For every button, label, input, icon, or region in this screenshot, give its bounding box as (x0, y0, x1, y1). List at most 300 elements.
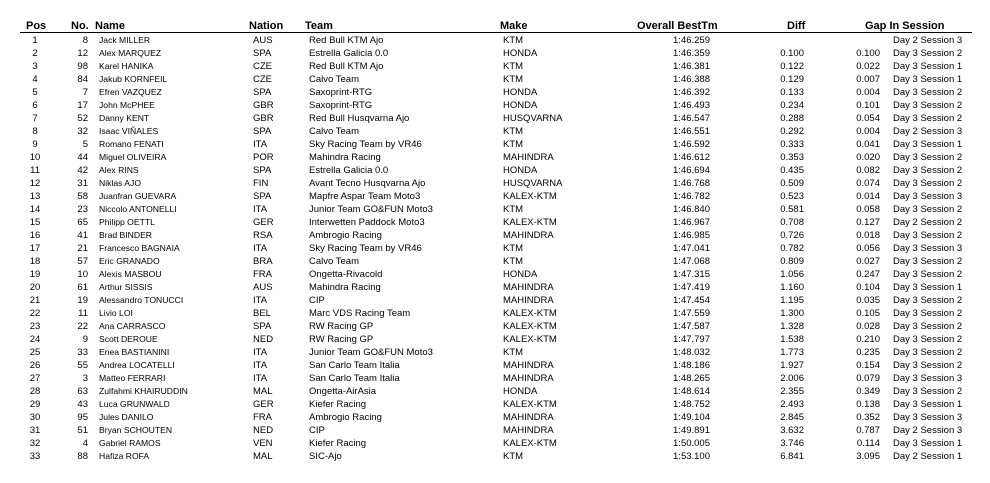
results-table-body (0, 34, 990, 463)
pos-cell: 9 (32, 139, 38, 150)
header-diff: Diff (787, 20, 806, 32)
best-time-cell: 1:46.547 (673, 113, 710, 124)
number-cell: 63 (77, 386, 88, 397)
rider-name-cell: Ana CARRASCO (99, 321, 166, 331)
table-row (0, 307, 990, 320)
number-cell: 17 (77, 100, 88, 111)
gap-cell: 0.004 (856, 126, 880, 137)
pos-cell: 4 (32, 74, 38, 85)
best-time-cell: 1:47.068 (673, 256, 710, 267)
table-row (0, 177, 990, 190)
best-time-cell: 1:47.315 (673, 269, 710, 280)
make-cell: KTM (503, 35, 524, 46)
best-time-cell: 1:46.967 (673, 217, 710, 228)
gap-cell: 0.027 (856, 256, 880, 267)
number-cell: 43 (77, 399, 88, 410)
session-cell: Day 3 Session 2 (893, 152, 963, 163)
pos-cell: 13 (29, 191, 41, 202)
session-cell: Day 3 Session 2 (893, 48, 963, 59)
team-cell: Mapfre Aspar Team Moto3 (309, 191, 421, 202)
nation-cell: POR (253, 152, 274, 163)
nation-cell: ITA (253, 347, 268, 358)
make-cell: HONDA (503, 386, 538, 397)
session-cell: Day 2 Session 3 (893, 126, 963, 137)
table-row (0, 385, 990, 398)
gap-cell: 0.014 (856, 191, 880, 202)
team-cell: Junior Team GO&FUN Moto3 (309, 204, 433, 215)
session-cell: Day 3 Session 2 (893, 360, 963, 371)
nation-cell: ITA (253, 204, 268, 215)
diff-cell: 1.773 (780, 347, 804, 358)
make-cell: KTM (503, 126, 524, 137)
nation-cell: AUS (253, 282, 273, 293)
make-cell: HUSQVARNA (503, 178, 563, 189)
gap-cell: 0.082 (856, 165, 880, 176)
best-time-cell: 1:48.752 (673, 399, 710, 410)
number-cell: 51 (77, 425, 88, 436)
session-cell: Day 3 Session 2 (893, 230, 963, 241)
gap-cell: 0.114 (856, 438, 880, 449)
session-cell: Day 3 Session 2 (893, 269, 963, 280)
team-cell: Red Bull KTM Ajo (309, 35, 384, 46)
table-row (0, 99, 990, 112)
pos-cell: 23 (29, 321, 41, 332)
make-cell: KALEX-KTM (503, 217, 557, 228)
rider-name-cell: Jakub KORNFEIL (99, 74, 168, 84)
rider-name-cell: Brad BINDER (99, 230, 153, 240)
make-cell: KTM (503, 61, 524, 72)
header-no: No. (71, 20, 89, 32)
pos-cell: 15 (29, 217, 41, 228)
pos-cell: 12 (29, 178, 41, 189)
session-cell: Day 3 Session 2 (893, 100, 963, 111)
table-row (0, 398, 990, 411)
number-cell: 22 (77, 321, 88, 332)
rider-name-cell: Alex RINS (99, 165, 139, 175)
rider-name-cell: Francesco BAGNAIA (99, 243, 180, 253)
diff-cell: 2.845 (780, 412, 804, 423)
team-cell: Ongetta-Rivacold (309, 269, 383, 280)
number-cell: 57 (77, 256, 88, 267)
table-row (0, 255, 990, 268)
diff-cell: 0.523 (780, 191, 804, 202)
team-cell: Estrella Galicia 0.0 (309, 165, 389, 176)
gap-cell: 0.054 (856, 113, 880, 124)
team-cell: Kiefer Racing (309, 438, 367, 449)
table-row (0, 372, 990, 385)
header-rule (20, 32, 972, 33)
pos-cell: 33 (29, 451, 41, 462)
diff-cell: 2.006 (780, 373, 804, 384)
session-cell: Day 3 Session 2 (893, 256, 963, 267)
team-cell: CIP (309, 295, 325, 306)
number-cell: 65 (77, 217, 88, 228)
gap-cell: 0.074 (856, 178, 880, 189)
rider-name-cell: Isaac VIÑALES (99, 126, 159, 136)
best-time-cell: 1:46.381 (673, 61, 710, 72)
best-time-cell: 1:46.388 (673, 74, 710, 85)
team-cell: Saxoprint-RTG (309, 87, 373, 98)
team-cell: Ambrogio Racing (309, 412, 382, 423)
best-time-cell: 1:48.032 (673, 347, 710, 358)
diff-cell: 0.809 (780, 256, 804, 267)
pos-cell: 11 (30, 165, 40, 176)
rider-name-cell: Arthur SISSIS (99, 282, 153, 292)
gap-cell: 0.004 (856, 87, 880, 98)
table-row (0, 229, 990, 242)
table-row (0, 203, 990, 216)
table-row (0, 294, 990, 307)
pos-cell: 28 (29, 386, 41, 397)
make-cell: KALEX-KTM (503, 399, 557, 410)
session-cell: Day 3 Session 3 (893, 373, 963, 384)
gap-cell: 0.105 (856, 308, 880, 319)
session-cell: Day 3 Session 1 (893, 61, 963, 72)
number-cell: 11 (78, 308, 88, 319)
rider-name-cell: Niklas AJO (99, 178, 142, 188)
team-cell: San Carlo Team Italia (309, 373, 400, 384)
session-cell: Day 3 Session 2 (893, 386, 963, 397)
nation-cell: ITA (253, 243, 268, 254)
gap-cell: 0.018 (856, 230, 880, 241)
header-nation: Nation (249, 20, 284, 32)
gap-cell: 0.235 (856, 347, 880, 358)
rider-name-cell: Alexis MASBOU (99, 269, 162, 279)
diff-cell: 0.100 (780, 48, 804, 59)
pos-cell: 25 (29, 347, 41, 358)
best-time-cell: 1:47.559 (673, 308, 710, 319)
team-cell: CIP (309, 425, 325, 436)
best-time-cell: 1:50.005 (673, 438, 710, 449)
session-cell: Day 3 Session 3 (893, 412, 963, 423)
gap-cell: 0.007 (856, 74, 880, 85)
team-cell: Marc VDS Racing Team (309, 308, 411, 319)
make-cell: HONDA (503, 100, 538, 111)
diff-cell: 1.328 (780, 321, 804, 332)
best-time-cell: 1:48.186 (673, 360, 710, 371)
table-row (0, 320, 990, 333)
table-row (0, 216, 990, 229)
team-cell: Saxoprint-RTG (309, 100, 373, 111)
team-cell: Kiefer Racing (309, 399, 367, 410)
diff-cell: 0.122 (780, 61, 804, 72)
best-time-cell: 1:46.592 (673, 139, 710, 150)
make-cell: KTM (503, 347, 524, 358)
rider-name-cell: Zulfahmi KHAIRUDDIN (99, 386, 188, 396)
rider-name-cell: Hafiza ROFA (99, 451, 150, 461)
nation-cell: MAL (253, 386, 273, 397)
rider-name-cell: Jules DANILO (99, 412, 154, 422)
team-cell: Junior Team GO&FUN Moto3 (309, 347, 433, 358)
diff-cell: 0.435 (780, 165, 804, 176)
diff-cell: 0.133 (780, 87, 804, 98)
pos-cell: 21 (29, 295, 41, 306)
rider-name-cell: Bryan SCHOUTEN (99, 425, 173, 435)
number-cell: 7 (82, 87, 88, 98)
number-cell: 33 (77, 347, 88, 358)
number-cell: 5 (82, 139, 88, 150)
number-cell: 84 (77, 74, 88, 85)
pos-cell: 17 (29, 243, 41, 254)
diff-cell: 0.333 (780, 139, 804, 150)
number-cell: 3 (82, 373, 88, 384)
best-time-cell: 1:46.259 (673, 35, 710, 46)
best-time-cell: 1:46.985 (673, 230, 710, 241)
nation-cell: SPA (253, 126, 272, 137)
rider-name-cell: Miguel OLIVEIRA (99, 152, 167, 162)
nation-cell: ITA (253, 139, 268, 150)
pos-cell: 14 (29, 204, 41, 215)
gap-cell: 0.020 (856, 152, 880, 163)
diff-cell: 0.292 (780, 126, 804, 137)
table-row (0, 437, 990, 450)
make-cell: MAHINDRA (503, 282, 554, 293)
session-cell: Day 3 Session 2 (893, 113, 963, 124)
team-cell: Ambrogio Racing (309, 230, 382, 241)
pos-cell: 19 (29, 269, 41, 280)
rider-name-cell: Alessandro TONUCCI (99, 295, 184, 305)
pos-cell: 5 (32, 87, 38, 98)
pos-cell: 20 (29, 282, 41, 293)
diff-cell: 1.160 (780, 282, 804, 293)
number-cell: 95 (77, 412, 88, 423)
best-time-cell: 1:48.614 (673, 386, 710, 397)
number-cell: 41 (77, 230, 88, 241)
rider-name-cell: Philipp OETTL (99, 217, 155, 227)
session-cell: Day 3 Session 1 (893, 438, 963, 449)
table-row (0, 424, 990, 437)
team-cell: Red Bull Husqvarna Ajo (309, 113, 410, 124)
pos-cell: 16 (29, 230, 41, 241)
best-time-cell: 1:53.100 (673, 451, 710, 462)
pos-cell: 24 (29, 334, 41, 345)
gap-cell: 0.210 (856, 334, 880, 345)
gap-cell: 3.095 (856, 451, 880, 462)
make-cell: HONDA (503, 269, 538, 280)
rider-name-cell: Matteo FERRARI (99, 373, 166, 383)
best-time-cell: 1:47.797 (673, 334, 710, 345)
session-cell: Day 3 Session 2 (893, 295, 963, 306)
nation-cell: NED (253, 425, 274, 436)
nation-cell: ITA (253, 295, 268, 306)
diff-cell: 0.288 (780, 113, 804, 124)
table-row (0, 112, 990, 125)
session-cell: Day 3 Session 2 (893, 165, 963, 176)
pos-cell: 10 (29, 152, 41, 163)
number-cell: 21 (77, 243, 88, 254)
rider-name-cell: Gabriel RAMOS (99, 438, 161, 448)
diff-cell: 1.927 (780, 360, 804, 371)
nation-cell: FRA (253, 269, 272, 280)
table-row (0, 151, 990, 164)
rider-name-cell: Efren VAZQUEZ (99, 87, 162, 97)
make-cell: HUSQVARNA (503, 113, 563, 124)
best-time-cell: 1:46.392 (673, 87, 710, 98)
gap-cell: 0.352 (856, 412, 880, 423)
gap-cell: 0.247 (856, 269, 880, 280)
make-cell: KTM (503, 139, 524, 150)
rider-name-cell: Juanfran GUEVARA (99, 191, 177, 201)
make-cell: MAHINDRA (503, 425, 554, 436)
pos-cell: 27 (29, 373, 41, 384)
diff-cell: 3.632 (780, 425, 804, 436)
team-cell: Sky Racing Team by VR46 (309, 139, 422, 150)
table-row (0, 450, 990, 463)
make-cell: HONDA (503, 48, 538, 59)
make-cell: HONDA (503, 87, 538, 98)
pos-cell: 1 (32, 35, 38, 46)
make-cell: KTM (503, 74, 524, 85)
diff-cell: 2.493 (780, 399, 804, 410)
gap-cell: 0.138 (856, 399, 880, 410)
diff-cell: 1.195 (780, 295, 804, 306)
pos-cell: 7 (32, 113, 38, 124)
make-cell: KTM (503, 256, 524, 267)
session-cell: Day 3 Session 2 (893, 334, 963, 345)
nation-cell: AUS (253, 35, 273, 46)
pos-cell: 30 (29, 412, 41, 423)
make-cell: MAHINDRA (503, 295, 554, 306)
gap-cell: 0.022 (856, 61, 880, 72)
nation-cell: SPA (253, 87, 272, 98)
rider-name-cell: Niccolo ANTONELLI (99, 204, 177, 214)
number-cell: 8 (82, 35, 88, 46)
diff-cell: 0.726 (780, 230, 804, 241)
rider-name-cell: Eric GRANADO (99, 256, 160, 266)
best-time-cell: 1:46.359 (673, 48, 710, 59)
session-cell: Day 3 Session 2 (893, 347, 963, 358)
session-cell: Day 3 Session 1 (893, 399, 963, 410)
team-cell: San Carlo Team Italia (309, 360, 400, 371)
pos-cell: 31 (29, 425, 41, 436)
best-time-cell: 1:48.265 (673, 373, 710, 384)
rider-name-cell: Karel HANIKA (99, 61, 154, 71)
nation-cell: GBR (253, 113, 274, 124)
number-cell: 32 (77, 126, 88, 137)
team-cell: Sky Racing Team by VR46 (309, 243, 422, 254)
nation-cell: GER (253, 399, 274, 410)
diff-cell: 6.841 (780, 451, 804, 462)
pos-cell: 3 (32, 61, 38, 72)
nation-cell: FRA (253, 412, 272, 423)
gap-cell: 0.787 (856, 425, 880, 436)
gap-cell: 0.154 (856, 360, 880, 371)
team-cell: SIC-Ajo (309, 451, 342, 462)
session-cell: Day 3 Session 3 (893, 191, 963, 202)
nation-cell: BRA (253, 256, 273, 267)
session-cell: Day 2 Session 3 (893, 35, 963, 46)
team-cell: Ongetta-AirAsia (309, 386, 377, 397)
rider-name-cell: Jack MILLER (99, 35, 151, 45)
nation-cell: ITA (253, 360, 268, 371)
nation-cell: GER (253, 217, 274, 228)
rider-name-cell: Alex MARQUEZ (99, 48, 162, 58)
team-cell: Mahindra Racing (309, 152, 381, 163)
number-cell: 23 (77, 204, 88, 215)
number-cell: 12 (77, 48, 88, 59)
number-cell: 88 (77, 451, 88, 462)
nation-cell: ITA (253, 373, 268, 384)
pos-cell: 29 (29, 399, 41, 410)
make-cell: MAHINDRA (503, 373, 554, 384)
header-make: Make (500, 20, 528, 32)
number-cell: 4 (82, 438, 88, 449)
diff-cell: 0.129 (780, 74, 804, 85)
make-cell: KALEX-KTM (503, 334, 557, 345)
gap-cell: 0.104 (856, 282, 880, 293)
rider-name-cell: Romano FENATI (99, 139, 164, 149)
nation-cell: GBR (253, 100, 274, 111)
diff-cell: 1.056 (780, 269, 804, 280)
make-cell: KTM (503, 451, 524, 462)
diff-cell: 0.782 (780, 243, 804, 254)
team-cell: Calvo Team (309, 74, 359, 85)
number-cell: 98 (77, 61, 88, 72)
session-cell: Day 3 Session 2 (893, 308, 963, 319)
table-row (0, 190, 990, 203)
table-row (0, 281, 990, 294)
session-cell: Day 2 Session 2 (893, 217, 963, 228)
diff-cell: 2.355 (780, 386, 804, 397)
table-row (0, 333, 990, 346)
team-cell: Mahindra Racing (309, 282, 381, 293)
nation-cell: CZE (253, 74, 272, 85)
header-team: Team (305, 20, 333, 32)
session-cell: Day 3 Session 3 (893, 243, 963, 254)
session-cell: Day 3 Session 2 (893, 178, 963, 189)
nation-cell: VEN (253, 438, 273, 449)
make-cell: MAHINDRA (503, 230, 554, 241)
team-cell: Calvo Team (309, 126, 359, 137)
make-cell: MAHINDRA (503, 412, 554, 423)
best-time-cell: 1:47.587 (673, 321, 710, 332)
rider-name-cell: John McPHEE (99, 100, 155, 110)
table-row (0, 60, 990, 73)
rider-name-cell: Andrea LOCATELLI (99, 360, 175, 370)
best-time-cell: 1:46.612 (673, 152, 710, 163)
pos-cell: 32 (29, 438, 41, 449)
pos-cell: 26 (29, 360, 41, 371)
gap-cell: 0.035 (856, 295, 880, 306)
diff-cell: 3.746 (780, 438, 804, 449)
number-cell: 58 (77, 191, 88, 202)
pos-cell: 8 (32, 126, 38, 137)
gap-cell: 0.056 (856, 243, 880, 254)
number-cell: 44 (77, 152, 88, 163)
session-cell: Day 2 Session 1 (893, 451, 963, 462)
table-row (0, 164, 990, 177)
pos-cell: 6 (32, 100, 38, 111)
gap-cell: 0.349 (856, 386, 880, 397)
pos-cell: 18 (29, 256, 41, 267)
team-cell: Interwetten Paddock Moto3 (309, 217, 425, 228)
nation-cell: BEL (253, 308, 271, 319)
nation-cell: SPA (253, 321, 272, 332)
team-cell: Estrella Galicia 0.0 (309, 48, 389, 59)
best-time-cell: 1:47.419 (673, 282, 710, 293)
best-time-cell: 1:46.782 (673, 191, 710, 202)
gap-cell: 0.058 (856, 204, 880, 215)
team-cell: RW Racing GP (309, 334, 374, 345)
best-time-cell: 1:49.104 (673, 412, 710, 423)
rider-name-cell: Danny KENT (99, 113, 150, 123)
table-row (0, 346, 990, 359)
make-cell: KALEX-KTM (503, 321, 557, 332)
rider-name-cell: Scott DEROUE (99, 334, 158, 344)
make-cell: KTM (503, 204, 524, 215)
number-cell: 19 (77, 295, 88, 306)
diff-cell: 1.538 (780, 334, 804, 345)
